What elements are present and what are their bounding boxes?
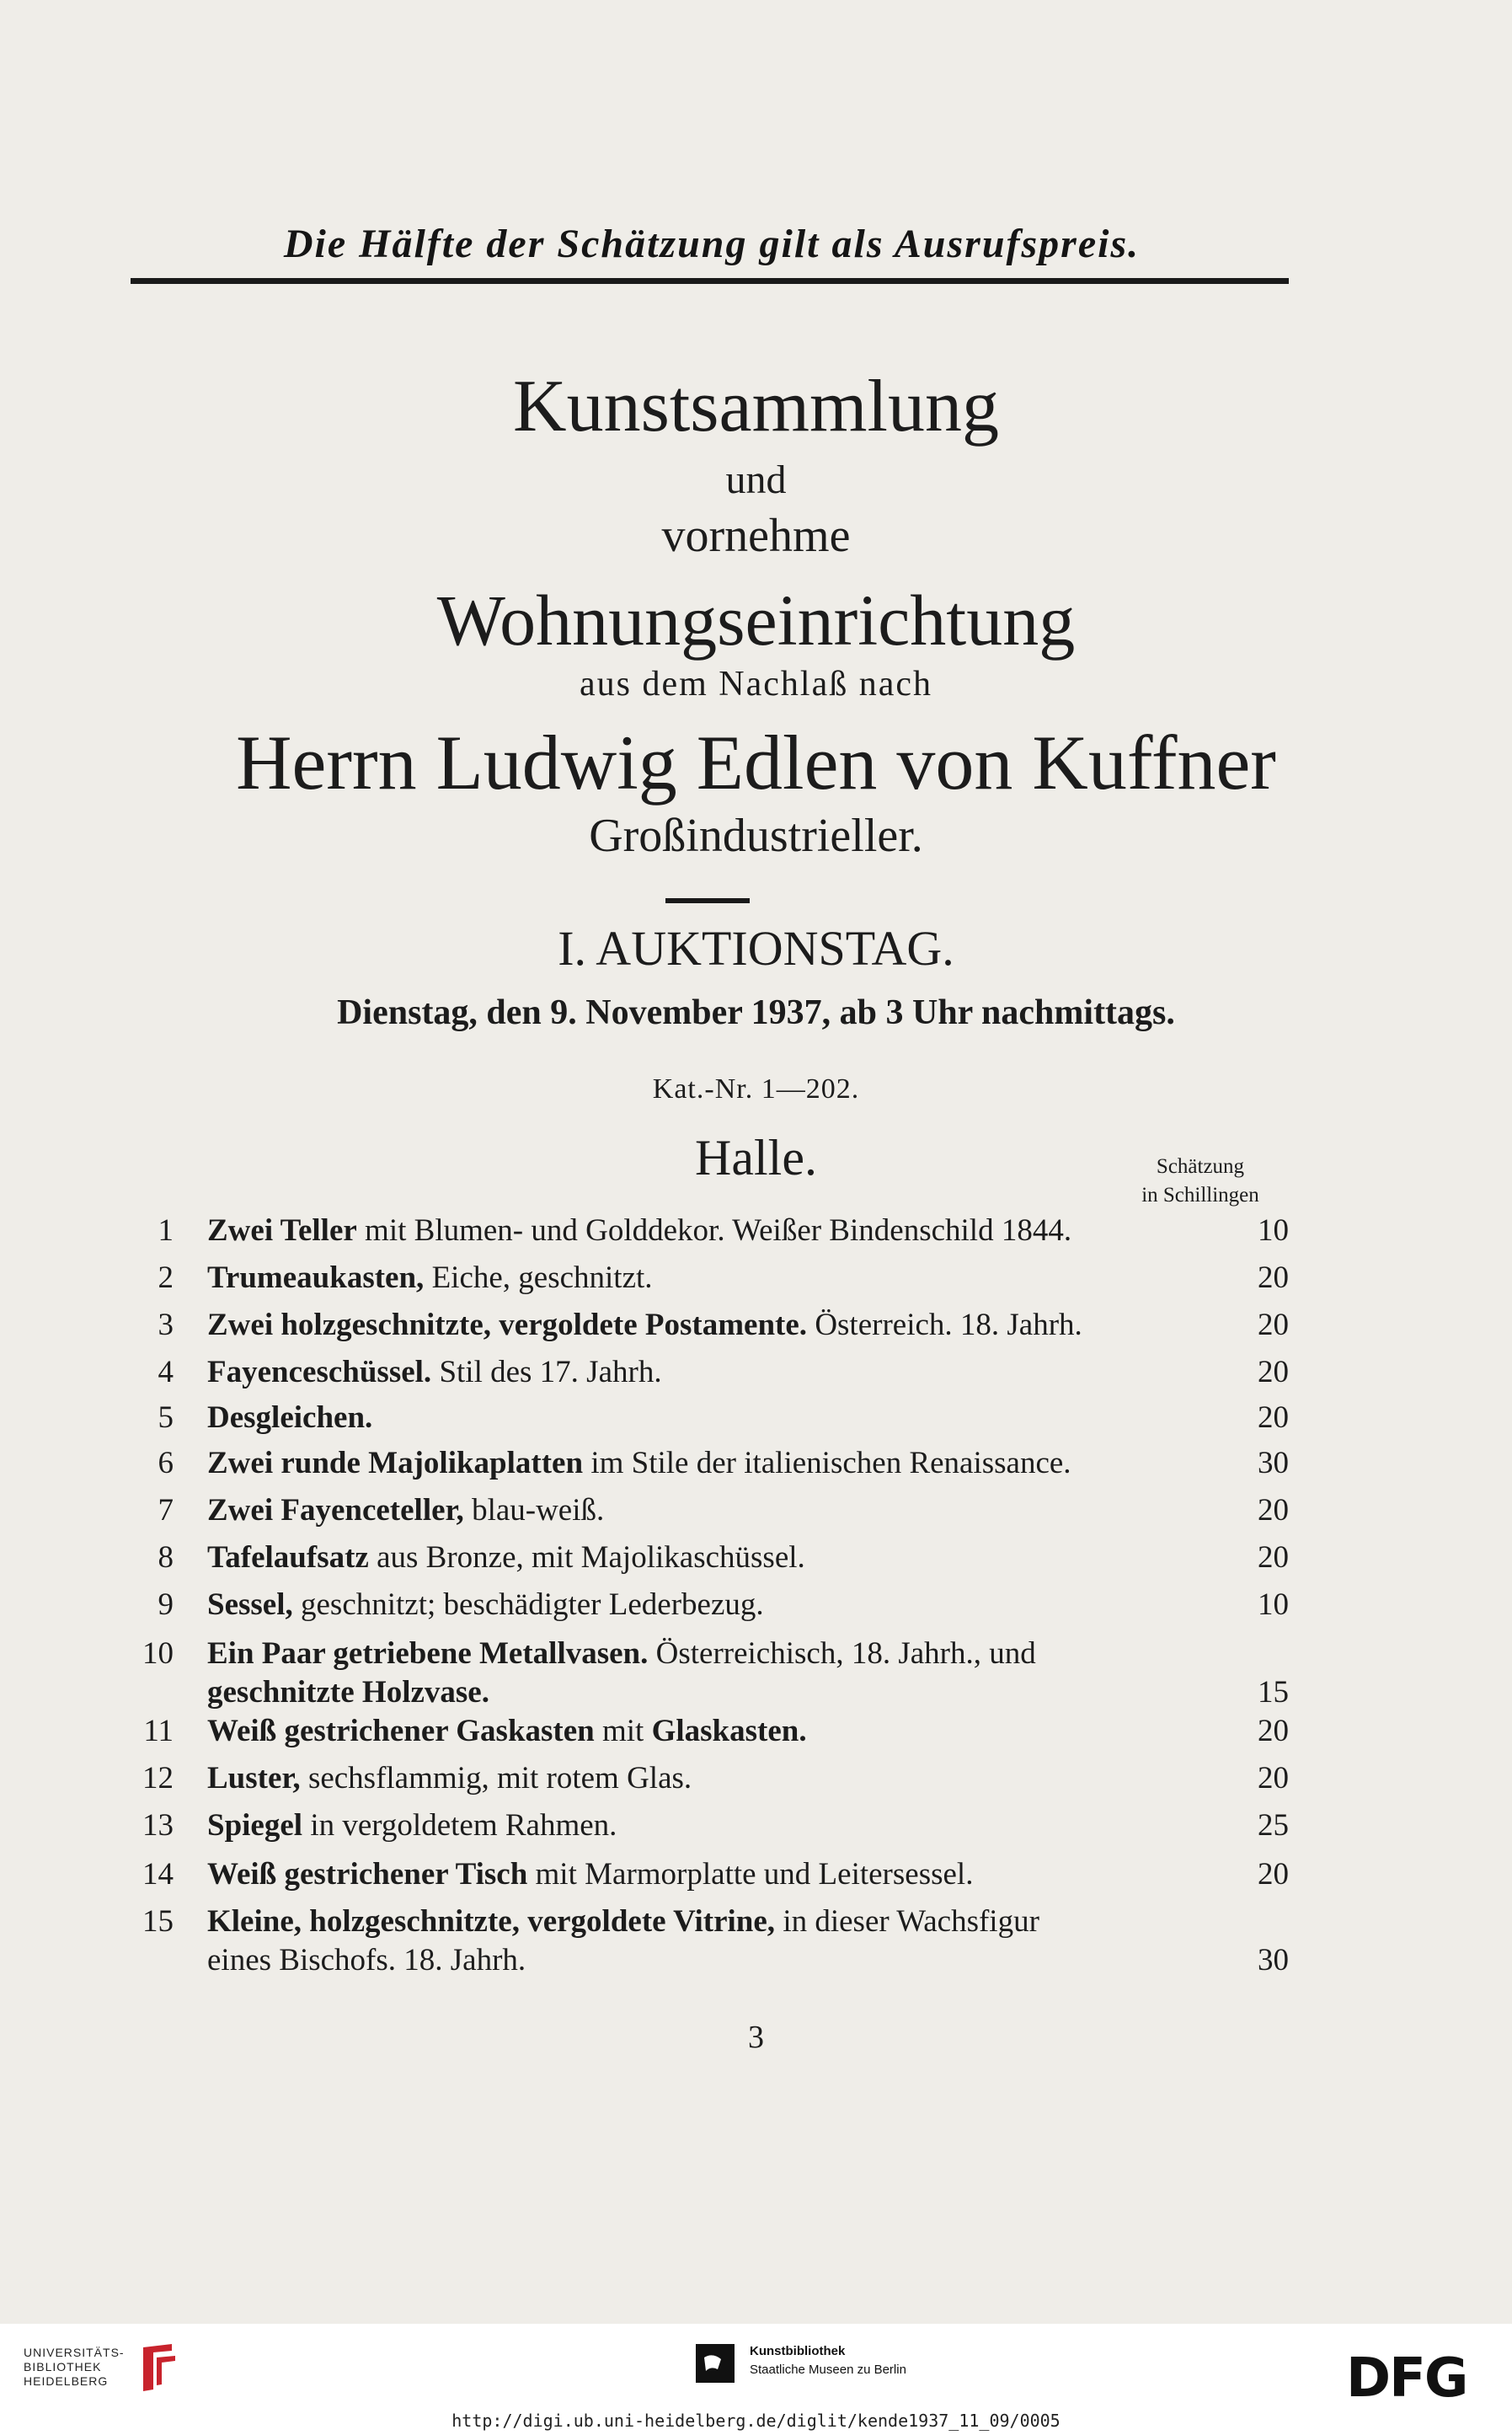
lot-text: Österreichisch, 18. Jahrh., und bbox=[648, 1636, 1036, 1671]
lot-estimate: 20 bbox=[1258, 1714, 1289, 1748]
lot-title: Weiß gestrichener Gaskasten bbox=[207, 1714, 595, 1748]
kunstbibliothek-title: Kunstbibliothek bbox=[750, 2344, 846, 2358]
lot-estimate: 20 bbox=[1258, 1308, 1289, 1342]
lot-estimate: 20 bbox=[1258, 1355, 1289, 1389]
lot-description bbox=[207, 1212, 1201, 1250]
lot-estimate: 30 bbox=[1258, 1943, 1289, 1977]
lot-text: blau-weiß. bbox=[463, 1493, 605, 1528]
lot-number: 10 bbox=[142, 1636, 174, 1671]
lot-number: 1 bbox=[158, 1213, 174, 1248]
banner-text: Die Hälfte der Schätzung gilt als Ausrufspreis. bbox=[283, 222, 1141, 266]
library-name bbox=[24, 2346, 125, 2389]
lot-estimate: 20 bbox=[1258, 1260, 1289, 1295]
lot-title: Zwei Teller bbox=[207, 1213, 357, 1248]
lot-number: 4 bbox=[158, 1355, 174, 1389]
lot-title: Weiß gestrichener Tisch bbox=[207, 1857, 528, 1892]
divider bbox=[665, 898, 750, 903]
lot-estimate: 20 bbox=[1258, 1761, 1289, 1795]
lot-text: mit bbox=[594, 1714, 652, 1748]
lot-title: Luster, bbox=[207, 1761, 301, 1795]
lot-number: 6 bbox=[158, 1446, 174, 1480]
lot-text: in dieser Wachsfigur bbox=[775, 1904, 1039, 1939]
auction-date: Dienstag, den 9. November 1937, ab 3 Uhr nachmittags. bbox=[337, 993, 1175, 1032]
lot-description bbox=[207, 1759, 1201, 1798]
lot-text-continued: eines Bischofs. 18. Jahrh. bbox=[207, 1943, 526, 1977]
auction-day: I. AUKTIONSTAG. bbox=[558, 921, 954, 976]
title-line-3: vornehme bbox=[661, 510, 851, 562]
lot-estimate: 20 bbox=[1258, 1540, 1289, 1575]
lot-estimate: 20 bbox=[1258, 1493, 1289, 1528]
catalog-range: Kat.-Nr. 1—202. bbox=[652, 1073, 860, 1105]
kunstbibliothek-label bbox=[750, 2342, 906, 2379]
lot-text: in vergoldetem Rahmen. bbox=[302, 1808, 617, 1843]
lot-title: Zwei Fayenceteller, bbox=[207, 1493, 464, 1528]
lot-description bbox=[207, 1399, 1201, 1437]
lot-title: Zwei holzgeschnitzte, vergoldete Postamente. bbox=[207, 1308, 808, 1342]
lot-number: 7 bbox=[158, 1493, 174, 1528]
lot-text: Eiche, geschnitzt. bbox=[424, 1260, 653, 1295]
library-logo-icon bbox=[138, 2342, 180, 2395]
lot-title: Desgleichen. bbox=[207, 1400, 373, 1435]
lot-title: Tafelaufsatz bbox=[207, 1540, 369, 1575]
lot-title: Sessel, bbox=[207, 1587, 293, 1622]
lot-number: 12 bbox=[142, 1761, 174, 1795]
lot-title-extra: Glaskasten. bbox=[651, 1714, 807, 1748]
lot-text: sechsflammig, mit rotem Glas. bbox=[300, 1761, 692, 1795]
title-line-2: und bbox=[725, 458, 787, 502]
lot-description bbox=[207, 1712, 1201, 1751]
lot-estimate: 10 bbox=[1258, 1587, 1289, 1622]
lot-text: Österreich. 18. Jahrh. bbox=[807, 1308, 1082, 1342]
lot-description bbox=[207, 1586, 1201, 1624]
lot-title: Trumeaukasten, bbox=[207, 1260, 425, 1295]
title-line-6: Herrn Ludwig Edlen von Kuffner bbox=[236, 720, 1276, 805]
lot-description bbox=[207, 1444, 1201, 1483]
lot-number: 11 bbox=[143, 1714, 174, 1748]
footer-bar bbox=[0, 2324, 1512, 2435]
lot-number: 15 bbox=[142, 1904, 174, 1939]
lot-description bbox=[207, 1353, 1201, 1392]
library-line: BIBLIOTHEK bbox=[24, 2360, 102, 2373]
title-line-4: Wohnungseinrichtung bbox=[436, 580, 1076, 661]
dfg-logo: DFG bbox=[1346, 2347, 1467, 2410]
lot-title: Spiegel bbox=[207, 1808, 303, 1843]
lot-text: aus Bronze, mit Majolikaschüssel. bbox=[368, 1540, 805, 1575]
lot-title: Fayenceschüssel. bbox=[207, 1355, 432, 1389]
lot-number: 13 bbox=[142, 1808, 174, 1843]
estimate-header-line-2: in Schillingen bbox=[1141, 1184, 1259, 1207]
estimate-header bbox=[1116, 1153, 1285, 1210]
lot-description bbox=[207, 1903, 1201, 1980]
library-line: UNIVERSITÄTS- bbox=[24, 2346, 125, 2359]
title-line-5: aus dem Nachlaß nach bbox=[579, 665, 932, 704]
lot-number: 2 bbox=[158, 1260, 174, 1295]
title-line-7: Großindustrieller. bbox=[589, 810, 923, 862]
banner-rule bbox=[131, 278, 1289, 284]
lot-description bbox=[207, 1855, 1201, 1894]
room-heading: Halle. bbox=[695, 1130, 817, 1185]
lot-estimate: 15 bbox=[1258, 1675, 1289, 1710]
lot-text: im Stile der italienischen Renaissance. bbox=[583, 1446, 1071, 1480]
lot-number: 5 bbox=[158, 1400, 174, 1435]
lot-title: Ein Paar getriebene Metallvasen. bbox=[207, 1636, 649, 1671]
kunstbibliothek-subtitle: Staatliche Museen zu Berlin bbox=[750, 2363, 906, 2377]
title-line-1: Kunstsammlung bbox=[513, 366, 999, 447]
lot-description bbox=[207, 1806, 1201, 1845]
lot-number: 9 bbox=[158, 1587, 174, 1622]
estimate-header-line-1: Schätzung bbox=[1156, 1155, 1245, 1178]
lot-text: mit Marmorplatte und Leitersessel. bbox=[527, 1857, 974, 1892]
lot-text: geschnitzt; beschädigter Lederbezug. bbox=[292, 1587, 764, 1622]
kunstbibliothek-logo-icon bbox=[692, 2341, 740, 2388]
lot-number: 3 bbox=[158, 1308, 174, 1342]
lot-estimate: 30 bbox=[1258, 1446, 1289, 1480]
lot-description bbox=[207, 1635, 1201, 1712]
lot-estimate: 20 bbox=[1258, 1857, 1289, 1892]
lot-estimate: 20 bbox=[1258, 1400, 1289, 1435]
lot-description bbox=[207, 1259, 1201, 1298]
lot-text: mit Blumen- und Golddekor. Weißer Bindenschild 1844. bbox=[356, 1213, 1072, 1248]
lot-description bbox=[207, 1306, 1201, 1345]
lot-number: 14 bbox=[142, 1857, 174, 1892]
lot-number: 8 bbox=[158, 1540, 174, 1575]
lot-title: Zwei runde Majolikaplatten bbox=[207, 1446, 584, 1480]
lot-estimate: 10 bbox=[1258, 1213, 1289, 1248]
lot-text: Stil des 17. Jahrh. bbox=[431, 1355, 662, 1389]
lot-title: Kleine, holzgeschnitzte, vergoldete Vitrine, bbox=[207, 1904, 776, 1939]
source-url[interactable]: http://digi.ub.uni-heidelberg.de/diglit/kende1937_11_09/0005 bbox=[451, 2411, 1061, 2431]
lot-title-continued: geschnitzte Holzvase. bbox=[207, 1675, 489, 1710]
lot-estimate: 25 bbox=[1258, 1808, 1289, 1843]
library-line: HEIDELBERG bbox=[24, 2374, 109, 2388]
lot-description bbox=[207, 1539, 1201, 1577]
lot-description bbox=[207, 1491, 1201, 1530]
page-number: 3 bbox=[748, 2020, 764, 2055]
